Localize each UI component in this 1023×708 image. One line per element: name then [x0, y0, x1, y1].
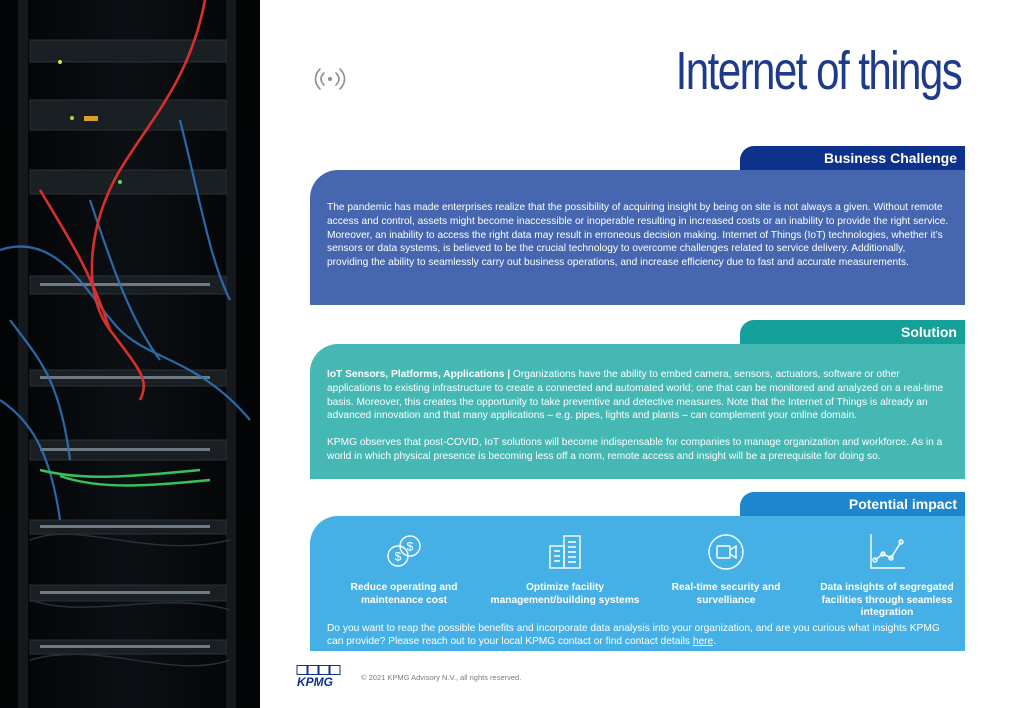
solution-text-2: KPMG observes that post-COVID, IoT solutions will become indispensable for companies to manage organization and workforce. As in a world in which physical presence is becoming less off a norm, remote access and insight will be a prerequisite for doing so.	[327, 437, 943, 462]
solution-text: Organizations have the ability to embed camera, sensors, actuators, software or other applications to existing infrastructure to create a connected and automated world; one that can be monitored and analyzed on a real-time basis. Moreover, this creates the opportunity to take preventive and detective measures. Note that the Internet of Things is already an advanced innovation and that many applications – e.g. pipes, lights and plants – can complement your online domain.	[327, 369, 944, 422]
impact-label: Data insights of segregated facilities through seamless integration	[820, 582, 954, 619]
svg-text:$: $	[406, 539, 414, 554]
business-challenge-text: The pandemic has made enterprises realize that the possibility of acquiring insight by being on site is not always a given. Without remote access and control, assets might become inaccessible or inoperable resulting in increased costs or an inability to provide the right service. Moreover, an inability to access the right data may result in erroneous decision making. Internet of Things (IoT) technologies, whether it’s sensors or data systems, is believed to be the crucial technology to overcome challenges related to service delivery. Additionally, providing the ability to seamlessly carry out business operations, and increase efficiency due to fast and accurate measurements.	[327, 202, 949, 269]
server-rack-photo	[0, 0, 260, 708]
impact-item	[490, 532, 640, 607]
business-challenge-heading: Business Challenge	[740, 146, 965, 170]
contact-link[interactable]: here	[692, 636, 714, 648]
impact-label: Real-time security and survelliance	[671, 582, 781, 606]
impact-label: Reduce operating and maintenance cost	[350, 582, 458, 606]
cta-text: Do you want to reap the possible benefits and incorporate data analysis into your organization, and are you curious what insights KPMG can provide? Please reach out to your local KPMG contact or find contact details	[327, 623, 940, 648]
wireless-signal-icon	[312, 64, 348, 94]
impact-label: Optimize facility management/building systems	[490, 582, 640, 606]
solution-paragraph	[327, 368, 949, 423]
impact-items	[310, 532, 965, 632]
buildings-icon	[545, 532, 585, 572]
call-to-action-text	[327, 622, 949, 649]
impact-item	[651, 532, 801, 607]
potential-impact-panel	[310, 516, 965, 651]
impact-item	[812, 532, 962, 620]
video-camera-icon	[706, 532, 746, 572]
line-chart-icon	[867, 532, 907, 572]
solution-lead: IoT Sensors, Platforms, Applications |	[327, 369, 511, 380]
dollar-coins-icon	[384, 532, 424, 572]
solution-heading: Solution	[740, 320, 965, 344]
cta-end: .	[713, 636, 717, 648]
impact-item	[329, 532, 479, 607]
kpmg-logo	[296, 665, 342, 687]
server-rack-illustration	[0, 0, 260, 708]
copyright-text: © 2021 KPMG Advisory N.V., all rights reserved.	[361, 673, 522, 682]
svg-text:KPMG: KPMG	[297, 675, 333, 687]
business-challenge-panel	[310, 170, 965, 305]
potential-impact-heading: Potential impact	[740, 492, 965, 516]
page-title: Internet of things	[675, 41, 961, 101]
solution-panel	[310, 344, 965, 479]
svg-text:$: $	[394, 549, 402, 564]
